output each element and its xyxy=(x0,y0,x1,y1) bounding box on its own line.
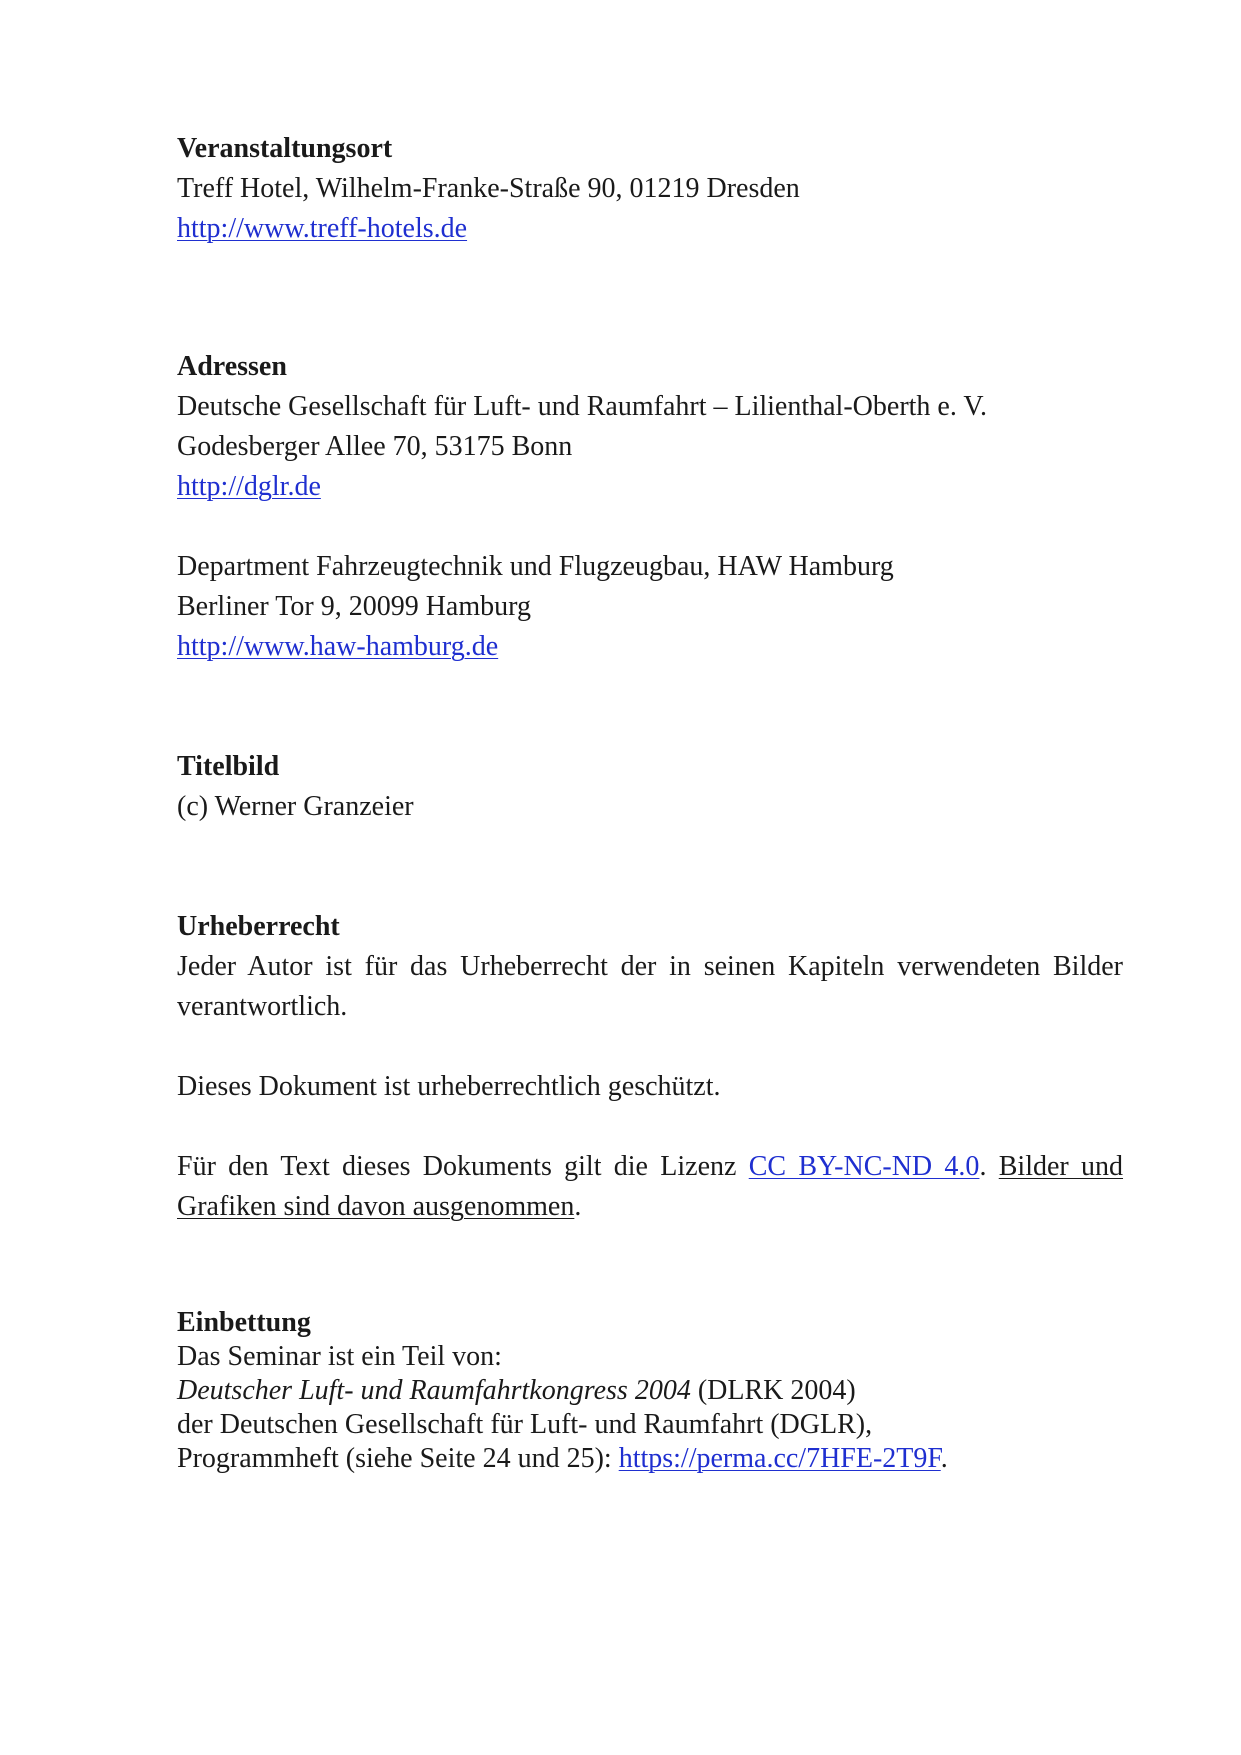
congress-title: Deutscher Luft- und Raumfahrtkongress 2004 xyxy=(177,1375,691,1406)
copyright-paragraph1-line2: verantwortlich. xyxy=(177,991,348,1022)
venue-url-link[interactable]: http://www.treff-hotels.de xyxy=(177,213,468,244)
embedding-heading: Einbettung xyxy=(177,1307,311,1338)
dglr-url-link[interactable]: http://dglr.de xyxy=(177,471,321,502)
dglr-street: Godesberger Allee 70, 53175 Bonn xyxy=(177,431,573,462)
dglr-name: Deutsche Gesellschaft für Luft- und Raumfahrt – Lilienthal-Oberth e. V. xyxy=(177,391,987,422)
copyright-paragraph1-line1: Jeder Autor ist für das Urheberrecht der in seinen Kapiteln verwendeten Bilder xyxy=(177,951,1123,982)
embedding-section xyxy=(177,1306,1123,1476)
embedding-line1: Das Seminar ist ein Teil von: xyxy=(177,1341,502,1372)
perma-link[interactable]: https://perma.cc/7HFE-2T9F xyxy=(618,1443,941,1474)
license-line2 xyxy=(177,1187,1123,1227)
congress-abbr: (DLRK 2004) xyxy=(690,1375,856,1406)
dglr-url-line xyxy=(177,467,1123,507)
exception-part1: Bilder und xyxy=(998,1151,1124,1182)
addresses-heading: Adressen xyxy=(177,351,287,382)
copyright-paragraph2: Dieses Dokument ist urheberrechtlich geschützt. xyxy=(177,1071,721,1102)
cover-image-credit: (c) Werner Granzeier xyxy=(177,791,414,822)
haw-name: Department Fahrzeugtechnik und Flugzeugbau, HAW Hamburg xyxy=(177,551,894,582)
programme-dot: . xyxy=(940,1443,948,1474)
embedding-line4 xyxy=(177,1442,1123,1476)
venue-section xyxy=(177,129,1123,249)
addresses-section xyxy=(177,347,1123,507)
license-link[interactable]: CC BY-NC-ND 4.0 xyxy=(748,1151,980,1182)
license-dot: . xyxy=(979,1151,987,1182)
copyright-paragraph2-block xyxy=(177,1067,1123,1107)
embedding-line2 xyxy=(177,1374,1123,1408)
haw-street: Berliner Tor 9, 20099 Hamburg xyxy=(177,591,531,622)
haw-url-link[interactable]: http://www.haw-hamburg.de xyxy=(177,631,499,662)
venue-address: Treff Hotel, Wilhelm-Franke-Straße 90, 01219 Dresden xyxy=(177,173,800,204)
programme-prefix: Programmheft (siehe Seite 24 und 25): xyxy=(177,1443,619,1474)
venue-url-line xyxy=(177,209,1123,249)
license-line1 xyxy=(177,1147,1123,1187)
cover-image-section xyxy=(177,747,1123,827)
exception-part2: Grafiken sind davon ausgenommen xyxy=(177,1191,575,1222)
exception-dot: . xyxy=(574,1191,582,1222)
license-prefix: Für den Text dieses Dokuments gilt die Lizenz xyxy=(177,1151,737,1182)
venue-heading: Veranstaltungsort xyxy=(177,133,393,164)
haw-address-block xyxy=(177,547,1123,667)
embedding-line3: der Deutschen Gesellschaft für Luft- und Raumfahrt (DGLR), xyxy=(177,1409,873,1440)
copyright-heading: Urheberrecht xyxy=(177,911,340,942)
license-paragraph xyxy=(177,1147,1123,1227)
cover-image-heading: Titelbild xyxy=(177,751,280,782)
copyright-section xyxy=(177,907,1123,1027)
haw-url-line xyxy=(177,627,1123,667)
